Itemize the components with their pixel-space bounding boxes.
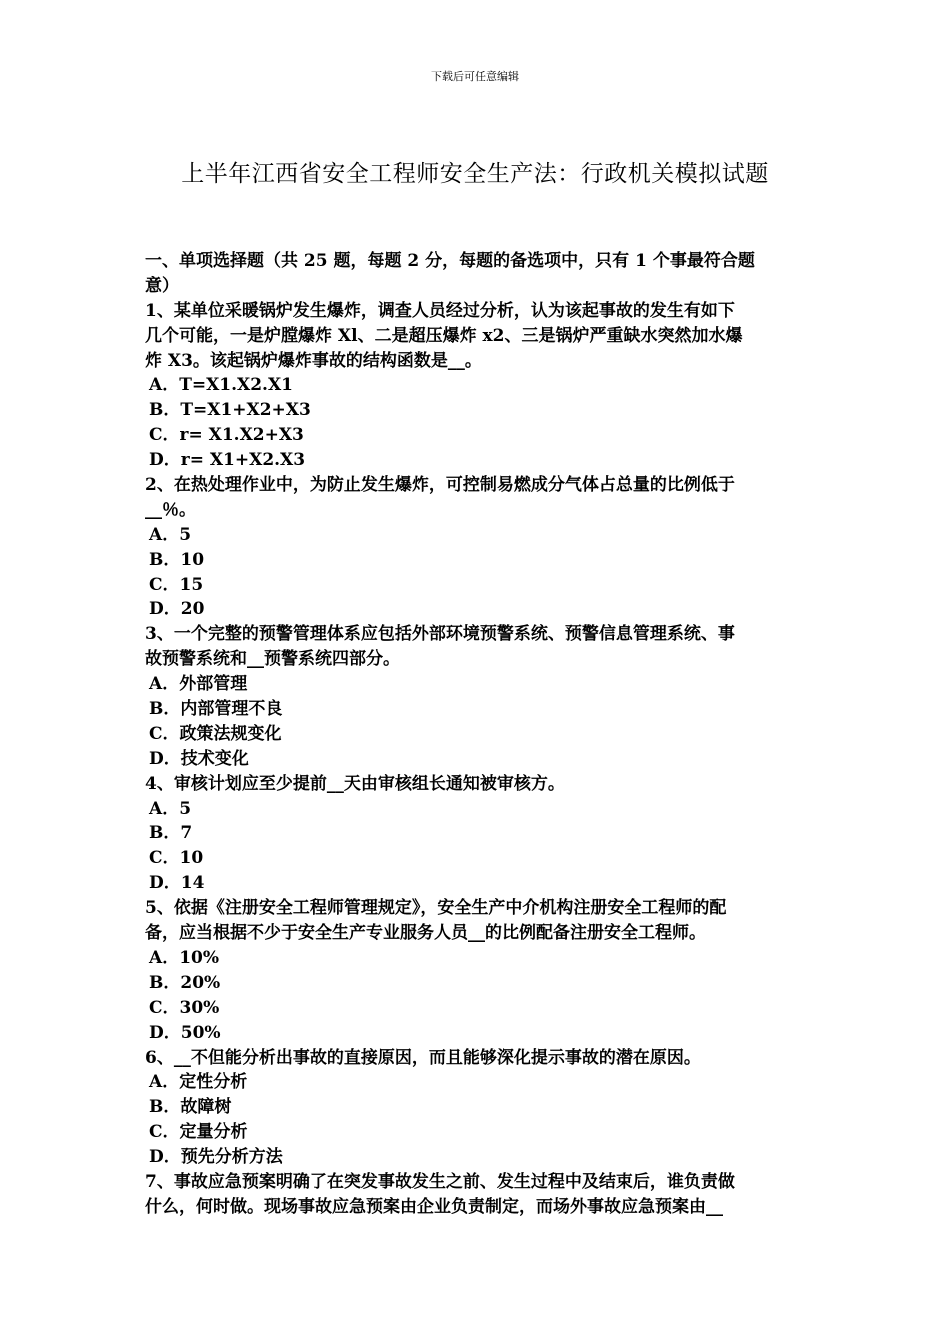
option-c: C．定量分析 [149, 1122, 248, 1143]
question-text-line: 1、某单位采暖锅炉发生爆炸，调查人员经过分析，认为该起事故的发生有如下 [145, 300, 735, 321]
question-text-line: 4、审核计划应至少提前__天由审核组长通知被审核方。 [145, 773, 565, 794]
option-d: D．技术变化 [149, 748, 249, 769]
option-c: C．政策法规变化 [149, 723, 282, 744]
section-heading-line: 意） [145, 275, 179, 296]
option-b: B．7 [149, 823, 193, 844]
question-text-line: 5、依据《注册安全工程师管理规定》，安全生产中介机构注册安全工程师的配 [145, 898, 727, 919]
option-c: C．15 [149, 574, 204, 595]
option-d: D．20 [149, 599, 205, 620]
option-a: A．外部管理 [149, 674, 248, 695]
option-b: B．20% [149, 972, 221, 993]
option-a: A．5 [149, 524, 192, 545]
option-b: B．内部管理不良 [149, 699, 283, 720]
document-body [145, 249, 810, 1220]
option-a: A．T=X1.X2.X1 [149, 375, 293, 396]
header-note: 下载后可任意编辑 [431, 70, 519, 83]
option-d: D．14 [149, 873, 205, 894]
option-d: D．50% [149, 1022, 221, 1043]
question-4 [145, 772, 810, 896]
question-text-line: 炸 X3。该起锅炉爆炸事故的结构函数是__。 [145, 350, 482, 371]
document-title: 上半年江西省安全工程师安全生产法：行政机关模拟试题 [181, 161, 769, 187]
section-heading [145, 249, 810, 299]
option-a: A．5 [149, 798, 192, 819]
question-5 [145, 896, 810, 1045]
option-a: A．定性分析 [149, 1072, 248, 1093]
option-c: C．r= X1.X2+X3 [149, 425, 304, 446]
question-text-line: 2、在热处理作业中，为防止发生爆炸，可控制易燃成分气体占总量的比例低于 [145, 475, 735, 496]
question-7 [145, 1170, 810, 1220]
option-a: A．10% [149, 947, 220, 968]
question-text-line: 故预警系统和__预警系统四部分。 [145, 649, 400, 670]
question-text-line: 什么，何时做。现场事故应急预案由企业负责制定，而场外事故应急预案由__ [145, 1196, 723, 1217]
question-1 [145, 299, 810, 473]
question-text-line: __％。 [145, 499, 196, 520]
question-text-line: 7、事故应急预案明确了在突发事故发生之前、发生过程中及结束后，谁负责做 [145, 1171, 735, 1192]
question-text-line: 备，应当根据不少于安全生产专业服务人员__的比例配备注册安全工程师。 [145, 923, 706, 944]
section-heading-line: 一、单项选择题（共 25 题，每题 2 分，每题的备选项中，只有 1 个事最符合题 [145, 251, 755, 271]
question-text-line: 几个可能，一是炉膛爆炸 Xl、二是超压爆炸 x2、三是锅炉严重缺水突然加水爆 [145, 325, 743, 346]
option-b: B．T=X1+X2+X3 [149, 400, 311, 421]
option-d: D．r= X1+X2.X3 [149, 450, 306, 471]
question-6 [145, 1046, 810, 1170]
option-c: C．10 [149, 848, 204, 869]
question-text-line: 3、一个完整的预警管理体系应包括外部环境预警系统、预警信息管理系统、事 [145, 624, 735, 645]
option-c: C．30% [149, 997, 220, 1018]
question-text-line: 6、__不但能分析出事故的直接原因，而且能够深化提示事故的潜在原因。 [145, 1047, 701, 1068]
option-b: B．故障树 [149, 1097, 232, 1118]
option-b: B．10 [149, 549, 205, 570]
question-2 [145, 473, 810, 622]
question-3 [145, 622, 810, 771]
option-d: D．预先分析方法 [149, 1147, 283, 1168]
